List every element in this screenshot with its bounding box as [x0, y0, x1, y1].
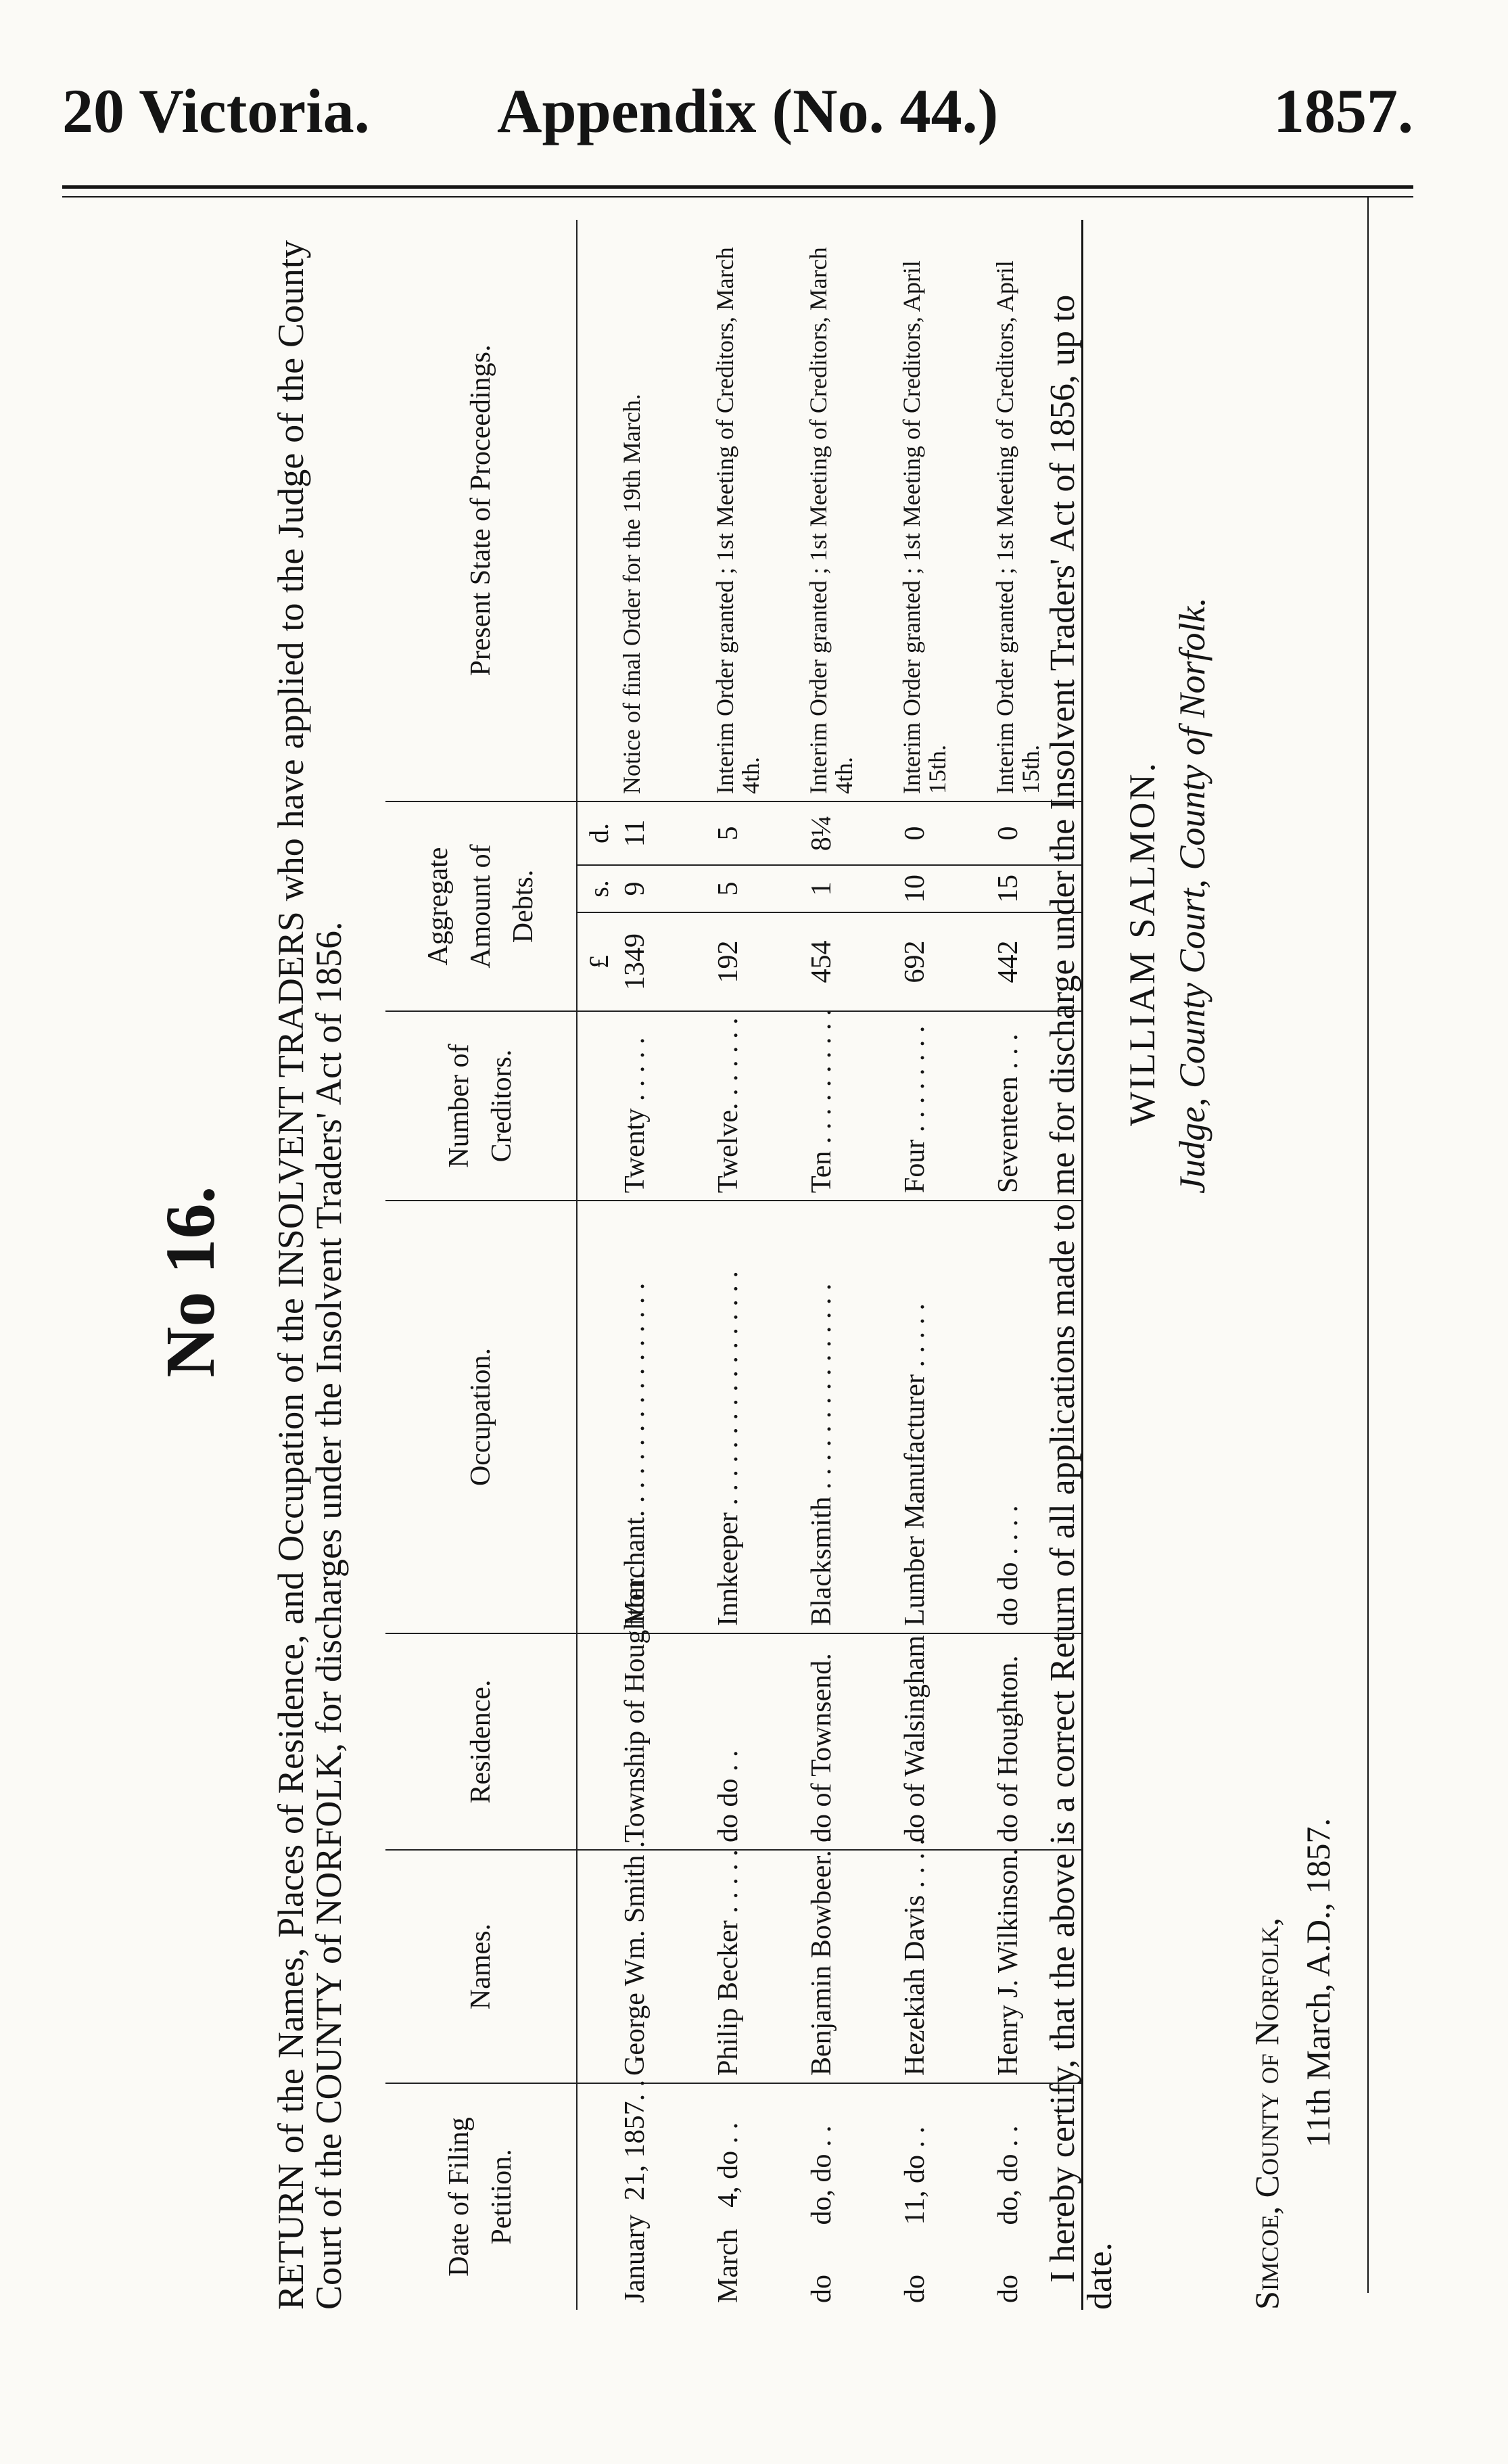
- cell-proceedings: Interim Order granted ; 1st Meeting of Creditors, April 15th.: [988, 220, 1083, 801]
- cell-date: [615, 2079, 708, 2310]
- cell-pounds: 692: [895, 912, 988, 1011]
- cell-month: March: [713, 2229, 744, 2303]
- cell-creditors: Twelve. . . . . . .: [708, 1011, 801, 1201]
- col-header-proceedings: Present State of Proceedings.: [385, 220, 577, 801]
- cell-name: George Wm. Smith .: [615, 1850, 708, 2083]
- units-blank: [577, 220, 615, 801]
- cell-date: [801, 2083, 895, 2310]
- cell-creditors: Seventeen . . .: [988, 1011, 1083, 1201]
- cell-occupation: Innkeeper . . . . . . . . . . . . . . . . .: [708, 1201, 801, 1633]
- units-blank: [577, 2083, 615, 2310]
- cell-occupation: do do . . . .: [988, 1201, 1083, 1633]
- header-session: 20 Victoria.: [62, 76, 370, 145]
- header-year: 1857.: [1273, 76, 1413, 145]
- cell-month: do: [806, 2275, 837, 2303]
- cell-occupation: Blacksmith . . . . . . . . . . . . . . .: [801, 1201, 895, 1633]
- units-blank: [577, 1201, 615, 1633]
- cell-day: 4, do . .: [713, 2122, 744, 2208]
- table-header-row: [385, 220, 577, 2310]
- cell-proceedings: Interim Order granted ; 1st Meeting of Creditors, April 15th.: [895, 220, 988, 801]
- cell-date: [708, 2083, 801, 2310]
- col-header-occupation: Occupation.: [385, 1201, 577, 1633]
- return-caption: [272, 240, 348, 2310]
- cell-pounds: 442: [988, 912, 1083, 1011]
- cell-creditors: Ten . . . . . . . . . .: [801, 1011, 895, 1201]
- col-header-residence: Residence.: [385, 1633, 577, 1850]
- cell-shillings: 15: [988, 865, 1083, 912]
- col-header-names: Names.: [385, 1850, 577, 2083]
- cell-occupation: Merchant. . . . . . . . . . . . . . . . .: [615, 1201, 708, 1633]
- cell-residence: do of Houghton.: [988, 1633, 1083, 1850]
- judge-title: Judge, County Court, County of Norfolk.: [1172, 597, 1212, 1194]
- cell-pounds: 192: [708, 912, 801, 1011]
- cell-day: do, do . .: [806, 2125, 837, 2225]
- cell-residence: do of Townsend.: [801, 1633, 895, 1850]
- cell-pence: 11: [615, 801, 708, 865]
- cell-creditors: Twenty . . . . .: [615, 1011, 708, 1201]
- table-row: [615, 220, 708, 2310]
- cell-pounds: 454: [801, 912, 895, 1011]
- document-number: No 16.: [151, 1186, 229, 1378]
- table-row: [895, 220, 988, 2310]
- header-appendix: Appendix (No. 44.): [497, 76, 999, 145]
- cell-date: [895, 2083, 988, 2310]
- unit-pence: d.: [577, 801, 615, 865]
- cell-month: January: [619, 2214, 651, 2303]
- insolvent-traders-table: [385, 220, 1083, 2310]
- cell-pence: 8¼: [801, 801, 895, 865]
- cell-month: do: [993, 2275, 1024, 2303]
- cell-pence: 5: [708, 801, 801, 865]
- cell-shillings: 5: [708, 865, 801, 912]
- units-row: [577, 220, 615, 2310]
- date-text: 11th March, A.D., 1857.: [1299, 1818, 1337, 2147]
- unit-pounds: £: [577, 912, 615, 1011]
- judge-name: WILLIAM SALMON.: [1122, 761, 1162, 1126]
- caption-text: of the Names, Places of Residence, and Occupation of the INSOLVENT TRADERS who have applied to the Judge of the County Court of the COUNTY of NORFOLK, for discharges under the Insolvent Traders' Act of 1856.: [270, 240, 350, 2310]
- table-row: [708, 220, 801, 2310]
- cell-residence: Township of Houghton.: [615, 1633, 708, 1850]
- units-blank: [577, 1633, 615, 1850]
- cell-occupation: Lumber Manufacturer . . . . .: [895, 1201, 988, 1633]
- cell-pounds: 1349: [615, 912, 708, 1011]
- cell-month: do: [899, 2275, 930, 2303]
- certification-text: I hereby certify, that the above is a correct Return of all applications made to me for discharge under the Insolvent Traders' Act of 1856, up to date.: [1043, 294, 1120, 2310]
- table-body: [577, 220, 1083, 2310]
- cell-proceedings: Interim Order granted ; 1st Meeting of Creditors, March 4th.: [801, 220, 895, 801]
- cell-shillings: 9: [615, 865, 708, 912]
- cell-day: 21, 1857. .: [619, 2079, 651, 2201]
- cell-residence: do of Walsingham: [895, 1633, 988, 1850]
- table-row: [801, 220, 895, 2310]
- cell-shillings: 1: [801, 865, 895, 912]
- place-text: Simcoe, County of Norfolk,: [1248, 1917, 1286, 2310]
- place-line: [1247, 1917, 1286, 2310]
- rotated-page-body: [151, 206, 1413, 2323]
- cell-pence: 0: [988, 801, 1083, 865]
- cell-proceedings: Notice of final Order for the 19th March.: [615, 220, 708, 801]
- cell-residence: do do . .: [708, 1633, 801, 1850]
- cell-proceedings: Interim Order granted ; 1st Meeting of Creditors, March 4th.: [708, 220, 801, 801]
- cell-day: 11, do . .: [899, 2126, 930, 2225]
- header-thin-rule: [62, 196, 1413, 197]
- header-thick-rule: [62, 185, 1413, 189]
- cell-name: Henry J. Wilkinson.: [988, 1850, 1083, 2083]
- cell-creditors: Four . . . . . . . .: [895, 1011, 988, 1201]
- cell-name: Philip Becker . . . . . .: [708, 1850, 801, 2083]
- col-header-date: Date of Filing Petition.: [385, 2083, 577, 2310]
- cell-day: do, do . .: [993, 2125, 1024, 2225]
- col-header-creditors: Number of Creditors.: [385, 1011, 577, 1201]
- cell-pence: 0: [895, 801, 988, 865]
- cell-name: Benjamin Bowbeer. .: [801, 1850, 895, 2083]
- units-blank: [577, 1850, 615, 2083]
- cell-name: Hezekiah Davis . . . .: [895, 1850, 988, 2083]
- unit-shillings: s.: [577, 865, 615, 912]
- cell-shillings: 10: [895, 865, 988, 912]
- date-line: [1298, 1818, 1338, 2147]
- col-header-amount: Aggregate Amount of Debts.: [385, 801, 577, 1011]
- caption-lead: RETURN: [270, 2164, 311, 2310]
- units-blank: [577, 1011, 615, 1201]
